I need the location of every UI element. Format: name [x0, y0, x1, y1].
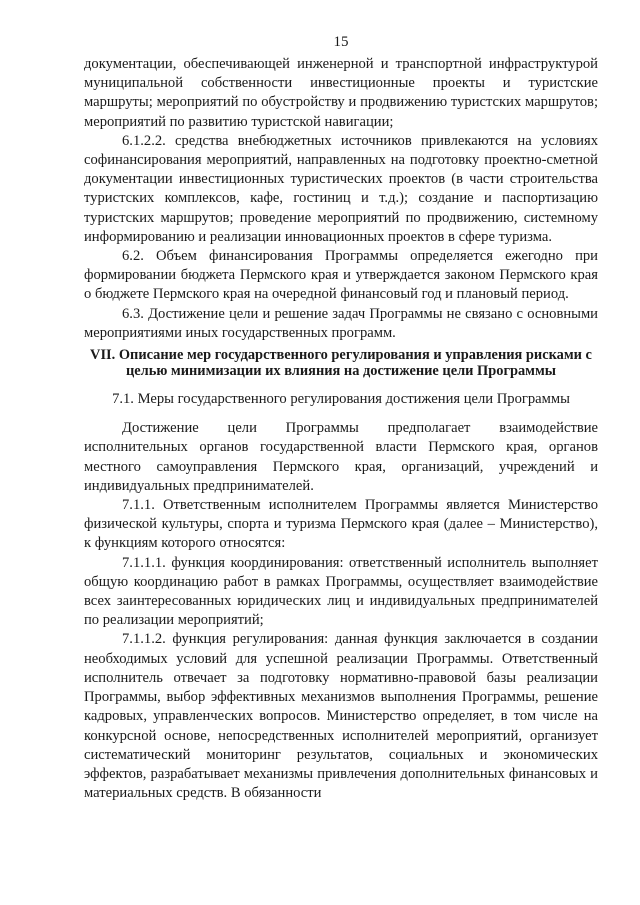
page-number: 15 — [333, 34, 349, 50]
paragraph-6-1-2-2: 6.1.2.2. средства внебюджетных источников привлекаются на условиях софинансирования мероприятий, направленных на подготовку проектно-сметной документации инвестиционных туристических проектов (в части строительства туристских комплексов, кафе, гостиниц и т.д.); создание и паспортизацию туристских маршрутов; проведение мероприятий по продвижению, системному информированию и реализации инновационных проектов в сфере туризма. — [84, 132, 598, 245]
subsection-heading-7-1: 7.1. Меры государственного регулирования достижения цели Программы — [112, 391, 570, 408]
paragraph-continuation: документации, обеспечивающей инженерной и транспортной инфраструктурой муниципальной собственности инвестиционные проекты и туристские маршруты; мероприятий по обустройству и продвижению туристских маршрутов; мероприятий по развитию туристской навигации; — [84, 56, 598, 130]
paragraph-6-2: 6.2. Объем финансирования Программы определяется ежегодно при формировании бюджета Пермского края и утверждается законом Пермского края о бюджете Пермского края на очередной финансовый год и плановый период. — [84, 248, 598, 303]
paragraph-7-1-1-2: 7.1.1.2. функция регулирования: данная функция заключается в создании необходимых условий для успешной реализации Программы. Ответственный исполнитель отвечает за подготовку нормативно-правовой базы реализации Программы, выбор эффективных механизмов выполнения Программы, решение кадровых, управленческих вопросов. Министерство определяет, в том числе на конкурсной основе, непосредственных исполнителей мероприятий, организует систематический мониторинг результатов, социальных и экономических эффектов, разрабатывает механизмы привлечения дополнительных финансовых и материальных средств. В обязанности — [84, 631, 598, 802]
paragraph-7-1-1-1: 7.1.1.1. функция координирования: ответственный исполнитель выполняет общую координацию работ в рамках Программы, осуществляет взаимодействие всех заинтересованных юридических лиц и индивидуальных предпринимателей по реализации мероприятий; — [84, 554, 598, 629]
document-body — [84, 55, 598, 803]
paragraph-6-3: 6.3. Достижение цели и решение задач Программы не связано с основными мероприятиями иных государственных программ. — [84, 305, 598, 341]
paragraph-goal-achievement: Достижение цели Программы предполагает взаимодействие исполнительных органов государственной власти Пермского края, органов местного самоуправления Пермского края, организаций, учреждений и индивидуальных предпринимателей. — [84, 420, 598, 494]
paragraph-7-1-1: 7.1.1. Ответственным исполнителем Программы является Министерство физической культуры, спорта и туризма Пермского края (далее – Министерство), к функциям которого относятся: — [84, 497, 598, 552]
section-heading-vii: VII. Описание мер государственного регулирования и управления рисками с целью минимизации их влияния на достижение цели Программы — [90, 347, 592, 379]
